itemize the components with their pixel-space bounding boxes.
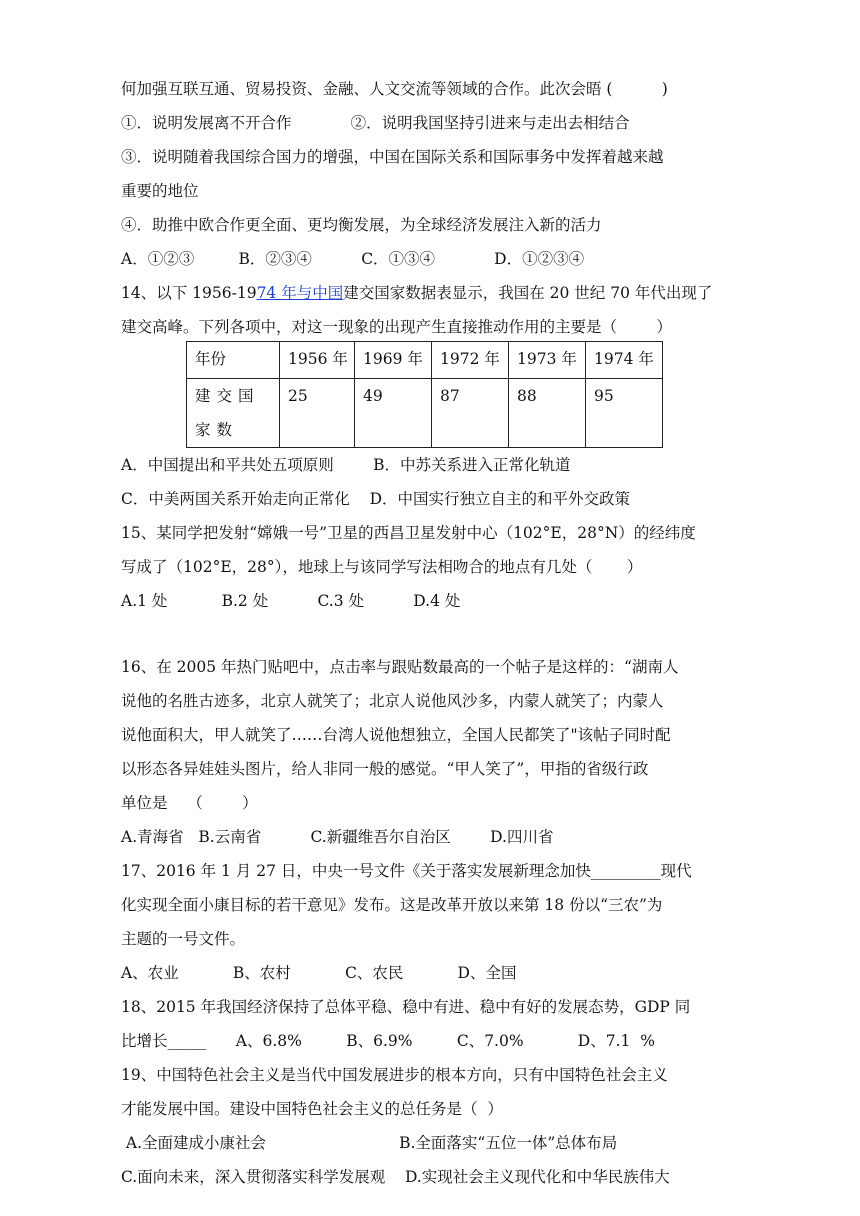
table-row (187, 379, 663, 448)
text-line: 19、中国特色社会主义是当代中国发展进步的根本方向，只有中国特色社会主义 (121, 1066, 668, 1084)
text-line: 化实现全面小康目标的若干意见》发布。这是改革开放以来第 18 份以“三农”为 (121, 896, 663, 914)
text-line: A.全面建成小康社会 B.全面落实“五位一体”总体布局 (121, 1134, 618, 1152)
text-line: 说他的名胜古迹多，北京人就笑了；北京人说他风沙多，内蒙人就笑了；内蒙人 (121, 692, 664, 710)
table-cell: 88 (509, 379, 586, 448)
text-line: 以形态各异娃娃头图片，给人非同一般的感觉。“甲人笑了”，甲指的省级行政 (121, 760, 649, 778)
text-line: 重要的地位 (121, 182, 199, 200)
text-line: 单位是 （ ） (121, 794, 258, 812)
text-line: ③．说明随着我国综合国力的增强，中国在国际关系和国际事务中发挥着越来越 (121, 148, 664, 166)
table-cell: 87 (432, 379, 509, 448)
text-line: 17、2016 年 1 月 27 日，中央一号文件《关于落实发展新理念加快_________现代 (121, 862, 692, 880)
text-line: A.青海省 B.云南省 C.新疆维吾尔自治区 D.四川省 (121, 828, 554, 846)
question-14-line (121, 283, 712, 303)
text-line: C.面向未来，深入贯彻落实科学发展观 D.实现社会主义现代化和中华民族伟大 (121, 1168, 670, 1186)
text-line: 才能发展中国。建设中国特色社会主义的总任务是（ ） (121, 1100, 503, 1118)
text-segment: 建交国家数据表显示，我国在 20 世纪 70 年代出现了 (343, 284, 713, 302)
table-cell: 1973 年 (509, 342, 586, 379)
table-cell: 49 (355, 379, 432, 448)
text-line: ④．助推中欧合作更全面、更均衡发展，为全球经济发展注入新的活力 (121, 216, 602, 234)
text-line: A．中国提出和平共处五项原则 B．中苏关系进入正常化轨道 (121, 456, 571, 474)
table-cell: 年份 (187, 342, 280, 379)
table-cell: 1972 年 (432, 342, 509, 379)
table-cell: 建交国家数 (187, 379, 280, 448)
table-cell: 1956 年 (280, 342, 355, 379)
text-line: 说他面积大，甲人就笑了……台湾人说他想独立，全国人民都笑了"该帖子同时配 (121, 726, 671, 744)
table-header-row (187, 342, 663, 379)
text-line: A．①②③ B．②③④ C．①③④ D．①②③④ (121, 250, 585, 268)
table-cell: 25 (280, 379, 355, 448)
text-line: A.1 处 B.2 处 C.3 处 D.4 处 (121, 592, 461, 610)
text-line: 写成了（102°E，28°），地球上与该同学写法相吻合的地点有几处（ ） (121, 558, 643, 576)
table-cell: 95 (586, 379, 663, 448)
text-line: 比增长_____ A、6.8% B、6.9% C、7.0% D、7.1 % (121, 1032, 655, 1050)
text-segment: 14、以下 1956-19 (121, 284, 257, 302)
text-line: C．中美两国关系开始走向正常化 D．中国实行独立自主的和平外交政策 (121, 490, 630, 508)
text-line: ①．说明发展离不开合作 ②．说明我国坚持引进来与走出去相结合 (121, 114, 630, 132)
text-line: 主题的一号文件。 (121, 930, 246, 948)
text-line: 18、2015 年我国经济保持了总体平稳、稳中有进、稳中有好的发展态势，GDP 同 (121, 998, 691, 1016)
text-line: 15、某同学把发射“嫦娥一号”卫星的西昌卫星发射中心（102°E，28°N）的经纬度 (121, 524, 696, 542)
text-line: 建交高峰。下列各项中，对这一现象的出现产生直接推动作用的主要是（ ） (121, 318, 672, 336)
table-cell: 1969 年 (355, 342, 432, 379)
text-line: A、农业 B、农村 C、农民 D、全国 (121, 964, 517, 982)
text-line: 16、在 2005 年热门贴吧中，点击率与跟贴数最高的一个帖子是这样的：“湖南人 (121, 658, 679, 676)
hyperlink[interactable]: 74 年与中国 (256, 284, 344, 302)
table-cell: 1974 年 (586, 342, 663, 379)
diplomatic-relations-table (186, 341, 663, 448)
text-line: 何加强互联互通、贸易投资、金融、人文交流等领域的合作。此次会晤 ( ) (121, 80, 668, 98)
